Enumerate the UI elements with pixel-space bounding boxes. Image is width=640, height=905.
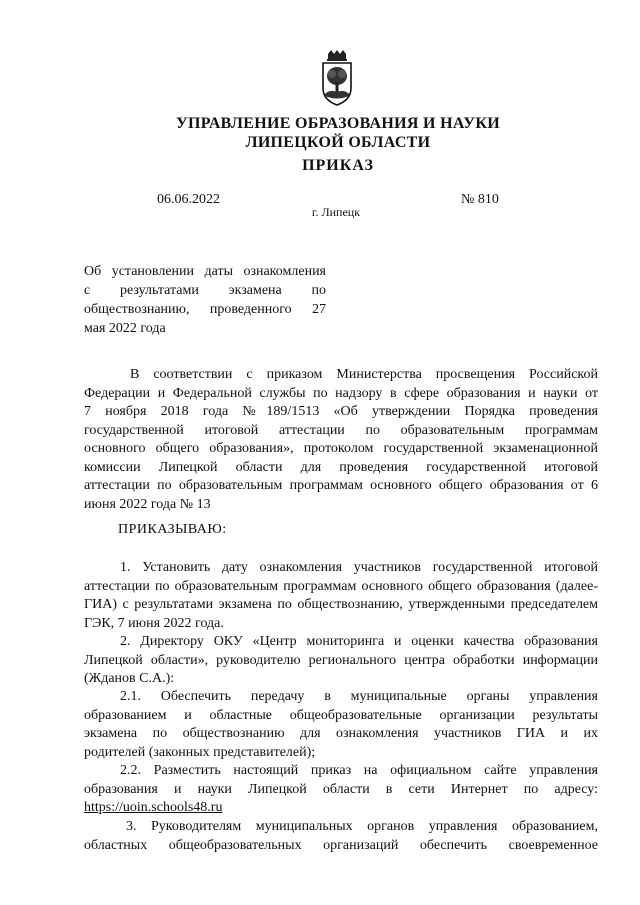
subject-line: мая 2022 года (84, 321, 166, 336)
preamble-line: основного общего образования», протоколом государственной экзаменационной (84, 441, 598, 456)
item-line: образованием и областные общеобразовательные организации результаты (84, 707, 598, 723)
preamble-line: В соответствии с приказом Министерства просвещения Российской (130, 367, 598, 382)
subject-line: обществознанию, проведенного 27 (84, 302, 326, 317)
organization-name-line2: ЛИПЕЦКОЙ ОБЛАСТИ (245, 134, 431, 151)
preamble-line: аттестации по образовательным программам основного общего образования от 6 (84, 478, 598, 493)
lipetsk-coat-of-arms-icon (318, 50, 356, 106)
order-item-2-2 (84, 762, 598, 818)
item-line: аттестации по образовательным программам основного общего образования (далее- (84, 578, 598, 594)
subject-line: с результатами экзамена по (84, 283, 326, 298)
order-item-2-1 (84, 688, 598, 762)
website-link[interactable]: https://uoin.schools48.ru (84, 800, 223, 815)
document-type-title: ПРИКАЗ (302, 157, 374, 174)
preamble-line: государственной итоговой аттестации по образовательным программам (84, 422, 598, 438)
organization-name-line1: УПРАВЛЕНИЕ ОБРАЗОВАНИЯ И НАУКИ (176, 115, 500, 132)
item-line: экзамена по обществознанию для ознакомления участников ГИА и их (84, 726, 598, 741)
item-line: (Жданов С.А.): (84, 671, 175, 686)
preamble-paragraph (84, 366, 598, 514)
preamble-line: июня 2022 года № 13 (84, 496, 211, 512)
item-line: образования и науки Липецкой области в сети Интернет по адресу: (84, 781, 598, 797)
item-line: Липецкой области», руководителю регионального центра обработки информации (84, 652, 598, 668)
order-number: № 810 (461, 192, 499, 207)
decree-word: ПРИКАЗЫВАЮ: (118, 522, 227, 537)
preamble-line: комиссии Липецкой области для проведения государственной итоговой (84, 459, 598, 475)
order-subject (84, 262, 326, 338)
item-line: ГИА) с результатами экзамена по обществознанию, утвержденными председателем (84, 597, 598, 612)
item-line: 1. Установить дату ознакомления участников государственной итоговой (120, 560, 598, 575)
item-line: ГЭК, 7 июня 2022 года. (84, 615, 224, 631)
subject-line: Об установлении даты ознакомления (84, 264, 326, 279)
order-city: г. Липецк (311, 205, 361, 219)
preamble-line: Федерации и Федеральной службы по надзору в сфере образования и науки от (84, 385, 598, 401)
item-line: 2.2. Разместить настоящий приказ на официальном сайте управления (120, 763, 598, 778)
item-line: родителей (законных представителей); (84, 744, 316, 760)
preamble-line: 7 ноября 2018 года №189/1513 «Об утверждении Порядка проведения (84, 404, 598, 419)
item-line: 2.1. Обеспечить передачу в муниципальные органы управления (120, 689, 598, 704)
order-item-3 (84, 818, 598, 855)
item-line: 2. Директору ОКУ «Центр мониторинга и оценки качества образования (120, 634, 598, 649)
item-line: областных общеобразовательных организаций обеспечить своевременное (84, 837, 598, 853)
order-date: 06.06.2022 (157, 192, 220, 207)
order-item-1 (84, 559, 598, 633)
order-item-2 (84, 633, 598, 689)
item-line: 3. Руководителям муниципальных органов управления образованием, (126, 819, 598, 834)
